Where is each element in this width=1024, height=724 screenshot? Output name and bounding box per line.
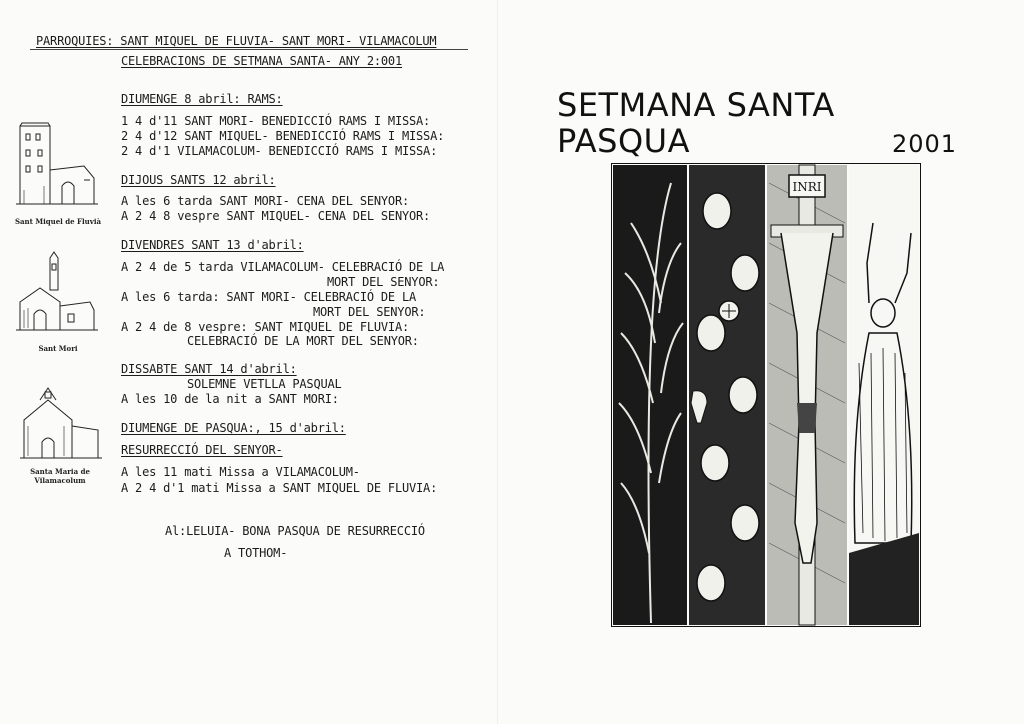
saturday-line-2: A les 10 de la nit a SANT MORI:	[121, 392, 339, 406]
passion-woodcut-illustration	[611, 163, 921, 627]
saturday-heading: DISSABTE SANT 14 d'abril:	[121, 362, 297, 376]
easter-line-1: A les 11 mati Missa a VILAMACOLUM-	[121, 465, 360, 479]
church-sketch-icon	[18, 386, 104, 466]
easter-heading: DIUMENGE DE PASQUA:, 15 d'abril:	[121, 421, 346, 435]
church-caption-3-line-1: Santa Maria de	[30, 467, 90, 476]
sunday-line-3: 2 4 d'1 VILAMACOLUM- BENEDICCIÓ RAMS I MISSA:	[121, 144, 438, 158]
closing-line-1: Al:LELUIA- BONA PASQUA DE RESURRECCIÓ	[165, 524, 425, 538]
friday-line-2: MORT DEL SENYOR:	[327, 275, 440, 289]
page-fold	[497, 0, 498, 724]
friday-heading: DIVENDRES SANT 13 d'abril:	[121, 238, 304, 252]
friday-line-4: MORT DEL SENYOR:	[313, 305, 426, 319]
friday-line-6: CELEBRACIÓ DE LA MORT DEL SENYOR:	[187, 334, 419, 348]
saturday-line-1: SOLEMNE VETLLA PASQUAL	[187, 377, 342, 391]
church-caption-2: Sant Mori	[38, 344, 78, 353]
cover-title-line-2: PASQUA	[557, 122, 690, 160]
friday-line-1: A 2 4 de 5 tarda VILAMACOLUM- CELEBRACIÓ DE LA	[121, 260, 445, 274]
friday-line-3: A les 6 tarda: SANT MORI- CELEBRACIÓ DE LA	[121, 290, 417, 304]
church-caption-3	[12, 467, 108, 485]
church-sketch-icon	[14, 250, 100, 336]
sunday-line-1: 1 4 d'11 SANT MORI- BENEDICCIÓ RAMS I MISSA:	[121, 114, 431, 128]
cover-title-line-1: SETMANA SANTA	[557, 86, 835, 124]
thursday-heading: DIJOUS SANTS 12 abril:	[121, 173, 276, 187]
header-rule	[30, 49, 468, 50]
church-sketch-icon	[14, 120, 100, 210]
friday-line-5: A 2 4 de 8 vespre: SANT MIQUEL DE FLUVIA:	[121, 320, 410, 334]
easter-subheading: RESURRECCIÓ DEL SENYOR-	[121, 443, 283, 457]
church-caption-1: Sant Miquel de Fluvià	[14, 217, 102, 226]
sunday-heading: DIUMENGE 8 abril: RAMS:	[121, 92, 283, 106]
sunday-line-2: 2 4 d'12 SANT MIQUEL- BENEDICCIÓ RAMS I MISSA:	[121, 129, 445, 143]
thursday-line-2: A 2 4 8 vespre SANT MIQUEL- CENA DEL SENYOR:	[121, 209, 431, 223]
church-caption-3-line-2: Vilamacolum	[34, 476, 86, 485]
cover-year: 2001	[892, 130, 958, 158]
easter-line-2: A 2 4 d'1 mati Missa a SANT MIQUEL DE FLUVIA:	[121, 481, 438, 495]
inri-inscription: INRI	[792, 180, 822, 194]
thursday-line-1: A les 6 tarda SANT MORI- CENA DEL SENYOR:	[121, 194, 410, 208]
closing-line-2: A TOTHOM-	[224, 546, 288, 560]
parishes-header: PARROQUIES: SANT MIQUEL DE FLUVIA- SANT MORI- VILAMACOLUM	[36, 34, 437, 48]
celebrations-subtitle: CELEBRACIONS DE SETMANA SANTA- ANY 2:001	[121, 54, 402, 68]
